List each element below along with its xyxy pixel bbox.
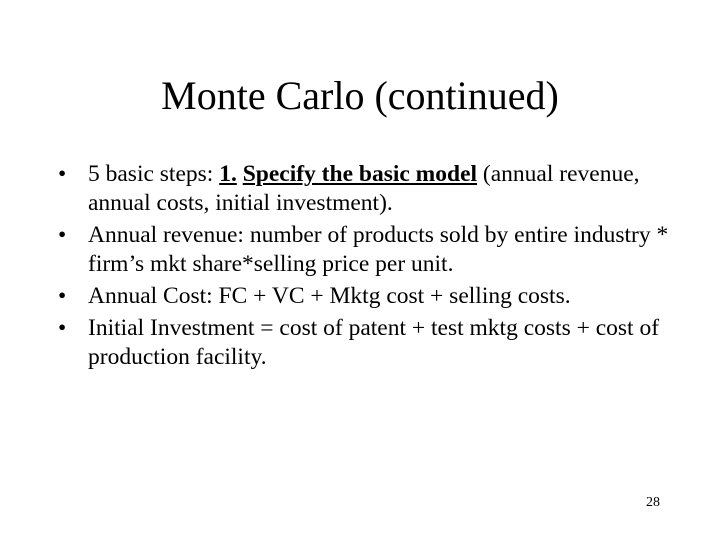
bullet-text-post: (annual revenue, annual costs, initial investment). [88,161,640,216]
bullet-item-annual-cost [58,282,678,311]
bullet-text: Annual revenue: number of products sold by entire industry * firm’s mkt share*selling price per unit. [88,222,669,277]
bullet-dot: • [58,315,67,341]
bullet-dot: • [58,283,67,309]
bullet-item-initial-investment [58,314,678,372]
bullet-text-pre: 5 basic steps: [88,161,220,187]
bullet-item-annual-revenue [58,221,678,279]
bullet-item-steps [58,160,678,218]
bullet-list [58,160,678,375]
page-number: 28 [646,495,660,510]
step-label: Specify the basic model [242,161,478,187]
bullet-dot: • [58,222,67,248]
slide-title: Monte Carlo (continued) [161,73,559,118]
step-number: 1. [219,161,237,187]
bullet-text: Initial Investment = cost of patent + test mktg costs + cost of production facility. [88,315,660,370]
bullet-text: Annual Cost: FC + VC + Mktg cost + selling costs. [88,283,571,309]
bullet-dot: • [58,161,67,187]
